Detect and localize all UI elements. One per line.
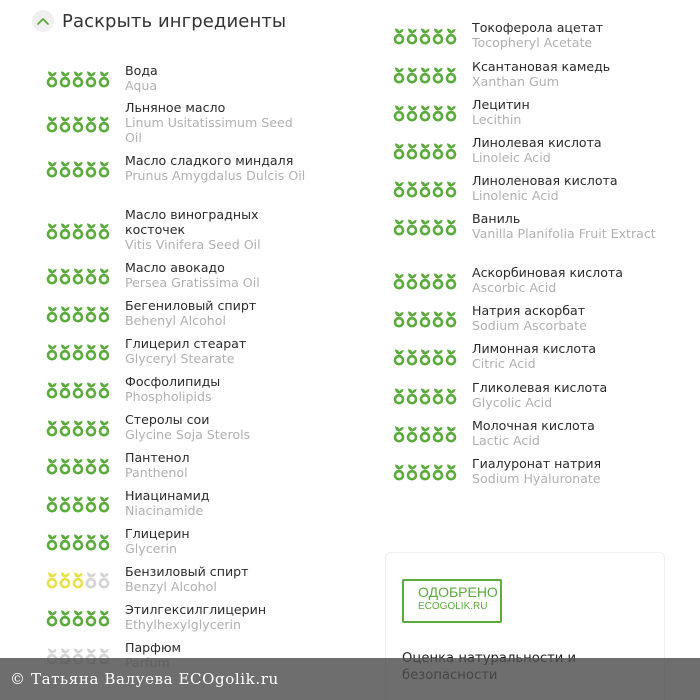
- ingredient-name: Глицерил стеарат: [125, 336, 247, 351]
- ingredient-name: Линолевая кислота: [472, 135, 602, 150]
- watermark-bar: [0, 658, 700, 700]
- ingredient-latin-name: Niacinamide: [125, 503, 204, 519]
- ingredient-name: Парфюм: [125, 640, 182, 655]
- rating-icon: [46, 530, 110, 552]
- ingredient-latin-name: Citric Acid: [472, 356, 536, 372]
- ingredient-item[interactable]: [46, 374, 346, 404]
- badge-sub-text: ECOGOLIK.RU: [418, 601, 488, 612]
- ingredient-latin-name: Glycolic Acid: [472, 395, 553, 411]
- ingredient-latin-name: Lactic Acid: [472, 433, 540, 449]
- ingredient-latin-name: Vanilla Planifolia Fruit Extract: [472, 226, 656, 242]
- ingredient-name: Линоленовая кислота: [472, 173, 618, 188]
- chevron-up-icon: [32, 10, 54, 32]
- ingredient-name: Бензиловый спирт: [125, 564, 249, 579]
- ingredient-name: Токоферола ацетат: [472, 20, 604, 35]
- ingredient-text: [125, 450, 310, 480]
- ingredient-name: Ксантановая камедь: [472, 59, 611, 74]
- ingredient-latin-name: Vitis Vinifera Seed Oil: [125, 237, 261, 253]
- rating-icon: [46, 340, 110, 362]
- ingredient-item[interactable]: [46, 336, 346, 366]
- approved-badge: [402, 579, 502, 623]
- ingredient-name: Пантенол: [125, 450, 190, 465]
- ingredient-item[interactable]: [393, 341, 693, 371]
- rating-icon: [46, 112, 110, 134]
- ingredient-text: [125, 336, 310, 366]
- ingredient-name: Натрия аскорбат: [472, 303, 586, 318]
- ingredient-text: [125, 412, 310, 442]
- ingredient-item[interactable]: [393, 211, 693, 241]
- ingredient-item[interactable]: [393, 380, 693, 410]
- ingredient-item[interactable]: [46, 526, 346, 556]
- ingredient-latin-name: Lecithin: [472, 112, 522, 128]
- rating-icon: [46, 492, 110, 514]
- rating-icon: [46, 454, 110, 476]
- ingredient-name: Масло сладкого миндаля: [125, 153, 294, 168]
- ingredient-text: [472, 418, 657, 448]
- ingredient-name: Масло авокадо: [125, 260, 225, 275]
- ingredient-latin-name: Linoleic Acid: [472, 150, 551, 166]
- rating-icon: [46, 568, 110, 590]
- ingredient-text: [472, 135, 657, 165]
- ingredient-name: Этилгексилглицерин: [125, 602, 267, 617]
- ingredient-name: Аскорбиновая кислота: [472, 265, 623, 280]
- ingredient-text: [125, 207, 310, 253]
- badge-main-text: ОДОБРЕНО: [418, 584, 498, 600]
- ingredient-latin-name: Glycine Soja Sterols: [125, 427, 251, 443]
- rating-icon: [46, 157, 110, 179]
- rating-icon: [393, 177, 457, 199]
- ingredient-item[interactable]: [393, 59, 693, 89]
- ingredient-item[interactable]: [46, 260, 346, 290]
- ingredient-name: Стеролы сои: [125, 412, 210, 427]
- ingredient-latin-name: Sodium Hyaluronate: [472, 471, 601, 487]
- ingredient-item[interactable]: [46, 450, 346, 480]
- rating-icon: [46, 378, 110, 400]
- ingredient-latin-name: Prunus Amygdalus Dulcis Oil: [125, 168, 306, 184]
- rating-icon: [46, 219, 110, 241]
- ingredient-latin-name: Behenyl Alcohol: [125, 313, 226, 329]
- rating-icon: [46, 606, 110, 628]
- ingredient-text: [125, 63, 310, 93]
- rating-icon: [393, 215, 457, 237]
- ingredient-text: [472, 265, 657, 295]
- ingredient-name: Бегениловый спирт: [125, 298, 257, 313]
- ingredient-name: Лимонная кислота: [472, 341, 597, 356]
- ingredient-item[interactable]: [393, 265, 693, 295]
- ingredient-text: [125, 100, 310, 146]
- ingredient-text: [125, 153, 310, 183]
- ingredient-item[interactable]: [393, 456, 693, 486]
- ingredient-name: Лецитин: [472, 97, 530, 112]
- rating-icon: [393, 269, 457, 291]
- ingredient-latin-name: Sodium Ascorbate: [472, 318, 587, 334]
- ingredient-text: [472, 456, 657, 486]
- ingredient-latin-name: Ethylhexylglycerin: [125, 617, 242, 633]
- ingredient-text: [472, 173, 657, 203]
- ingredient-item[interactable]: [46, 602, 346, 632]
- ingredient-text: [125, 374, 310, 404]
- rating-icon: [46, 416, 110, 438]
- ingredient-text: [472, 303, 657, 333]
- ingredient-text: [472, 380, 657, 410]
- ingredient-text: [125, 526, 310, 556]
- ingredient-item[interactable]: [393, 173, 693, 203]
- rating-icon: [393, 422, 457, 444]
- ingredient-name: Глицерин: [125, 526, 190, 541]
- rating-icon: [393, 24, 457, 46]
- ingredient-name: Вода: [125, 63, 158, 78]
- ingredient-item[interactable]: [46, 207, 346, 253]
- ingredient-item[interactable]: [46, 488, 346, 518]
- rating-icon: [46, 302, 110, 324]
- ingredient-item[interactable]: [46, 153, 346, 183]
- ingredient-name: Молочная кислота: [472, 418, 595, 433]
- ingredient-item[interactable]: [46, 298, 346, 328]
- expand-ingredients-label: Раскрыть ингредиенты: [62, 10, 287, 32]
- ingredient-item[interactable]: [393, 20, 693, 50]
- ingredient-name: Ниацинамид: [125, 488, 210, 503]
- ingredient-item[interactable]: [46, 100, 346, 146]
- ingredient-text: [472, 20, 657, 50]
- expand-ingredients-toggle[interactable]: [32, 10, 286, 32]
- rating-icon: [393, 139, 457, 161]
- ingredient-item[interactable]: [46, 564, 346, 594]
- ingredient-item[interactable]: [393, 418, 693, 448]
- ingredient-latin-name: Glycerin: [125, 541, 178, 557]
- rating-icon: [393, 460, 457, 482]
- ingredient-text: [472, 211, 657, 241]
- ingredient-name: Масло виноградных косточек: [125, 207, 259, 238]
- ingredient-text: [472, 59, 657, 89]
- ingredient-latin-name: Xanthan Gum: [472, 74, 559, 90]
- rating-icon: [393, 384, 457, 406]
- ingredient-latin-name: Persea Gratissima Oil: [125, 275, 260, 291]
- ingredient-name: Ваниль: [472, 211, 521, 226]
- ingredient-item[interactable]: [393, 135, 693, 165]
- ingredient-item[interactable]: [393, 303, 693, 333]
- rating-icon: [46, 264, 110, 286]
- ingredient-latin-name: Linum Usitatissimum Seed Oil: [125, 115, 293, 146]
- ingredient-text: [472, 341, 657, 371]
- ingredient-name: Гиалуронат натрия: [472, 456, 602, 471]
- ingredient-item[interactable]: [46, 63, 346, 93]
- ingredient-text: [125, 564, 310, 594]
- ingredient-latin-name: Aqua: [125, 78, 158, 94]
- ingredient-latin-name: Phospholipids: [125, 389, 212, 405]
- ingredient-latin-name: Glyceryl Stearate: [125, 351, 235, 367]
- ingredient-name: Льняное масло: [125, 100, 226, 115]
- rating-icon: [46, 67, 110, 89]
- ingredient-latin-name: Linolenic Acid: [472, 188, 559, 204]
- rating-icon: [393, 345, 457, 367]
- rating-icon: [393, 101, 457, 123]
- ingredient-text: [125, 488, 310, 518]
- ingredient-latin-name: Benzyl Alcohol: [125, 579, 217, 595]
- ingredient-text: [125, 260, 310, 290]
- watermark-text: © Татьяна Валуева ECOgolik.ru: [10, 670, 279, 688]
- ingredient-item[interactable]: [46, 412, 346, 442]
- ingredient-text: [125, 298, 310, 328]
- ingredient-name: Гликолевая кислота: [472, 380, 608, 395]
- ingredient-latin-name: Panthenol: [125, 465, 188, 481]
- rating-icon: [393, 63, 457, 85]
- ingredient-text: [472, 97, 657, 127]
- ingredient-name: Фосфолипиды: [125, 374, 221, 389]
- ingredient-latin-name: Ascorbic Acid: [472, 280, 557, 296]
- ingredient-text: [125, 602, 310, 632]
- ingredient-item[interactable]: [393, 97, 693, 127]
- rating-icon: [393, 307, 457, 329]
- ingredient-latin-name: Tocopheryl Acetate: [472, 35, 593, 51]
